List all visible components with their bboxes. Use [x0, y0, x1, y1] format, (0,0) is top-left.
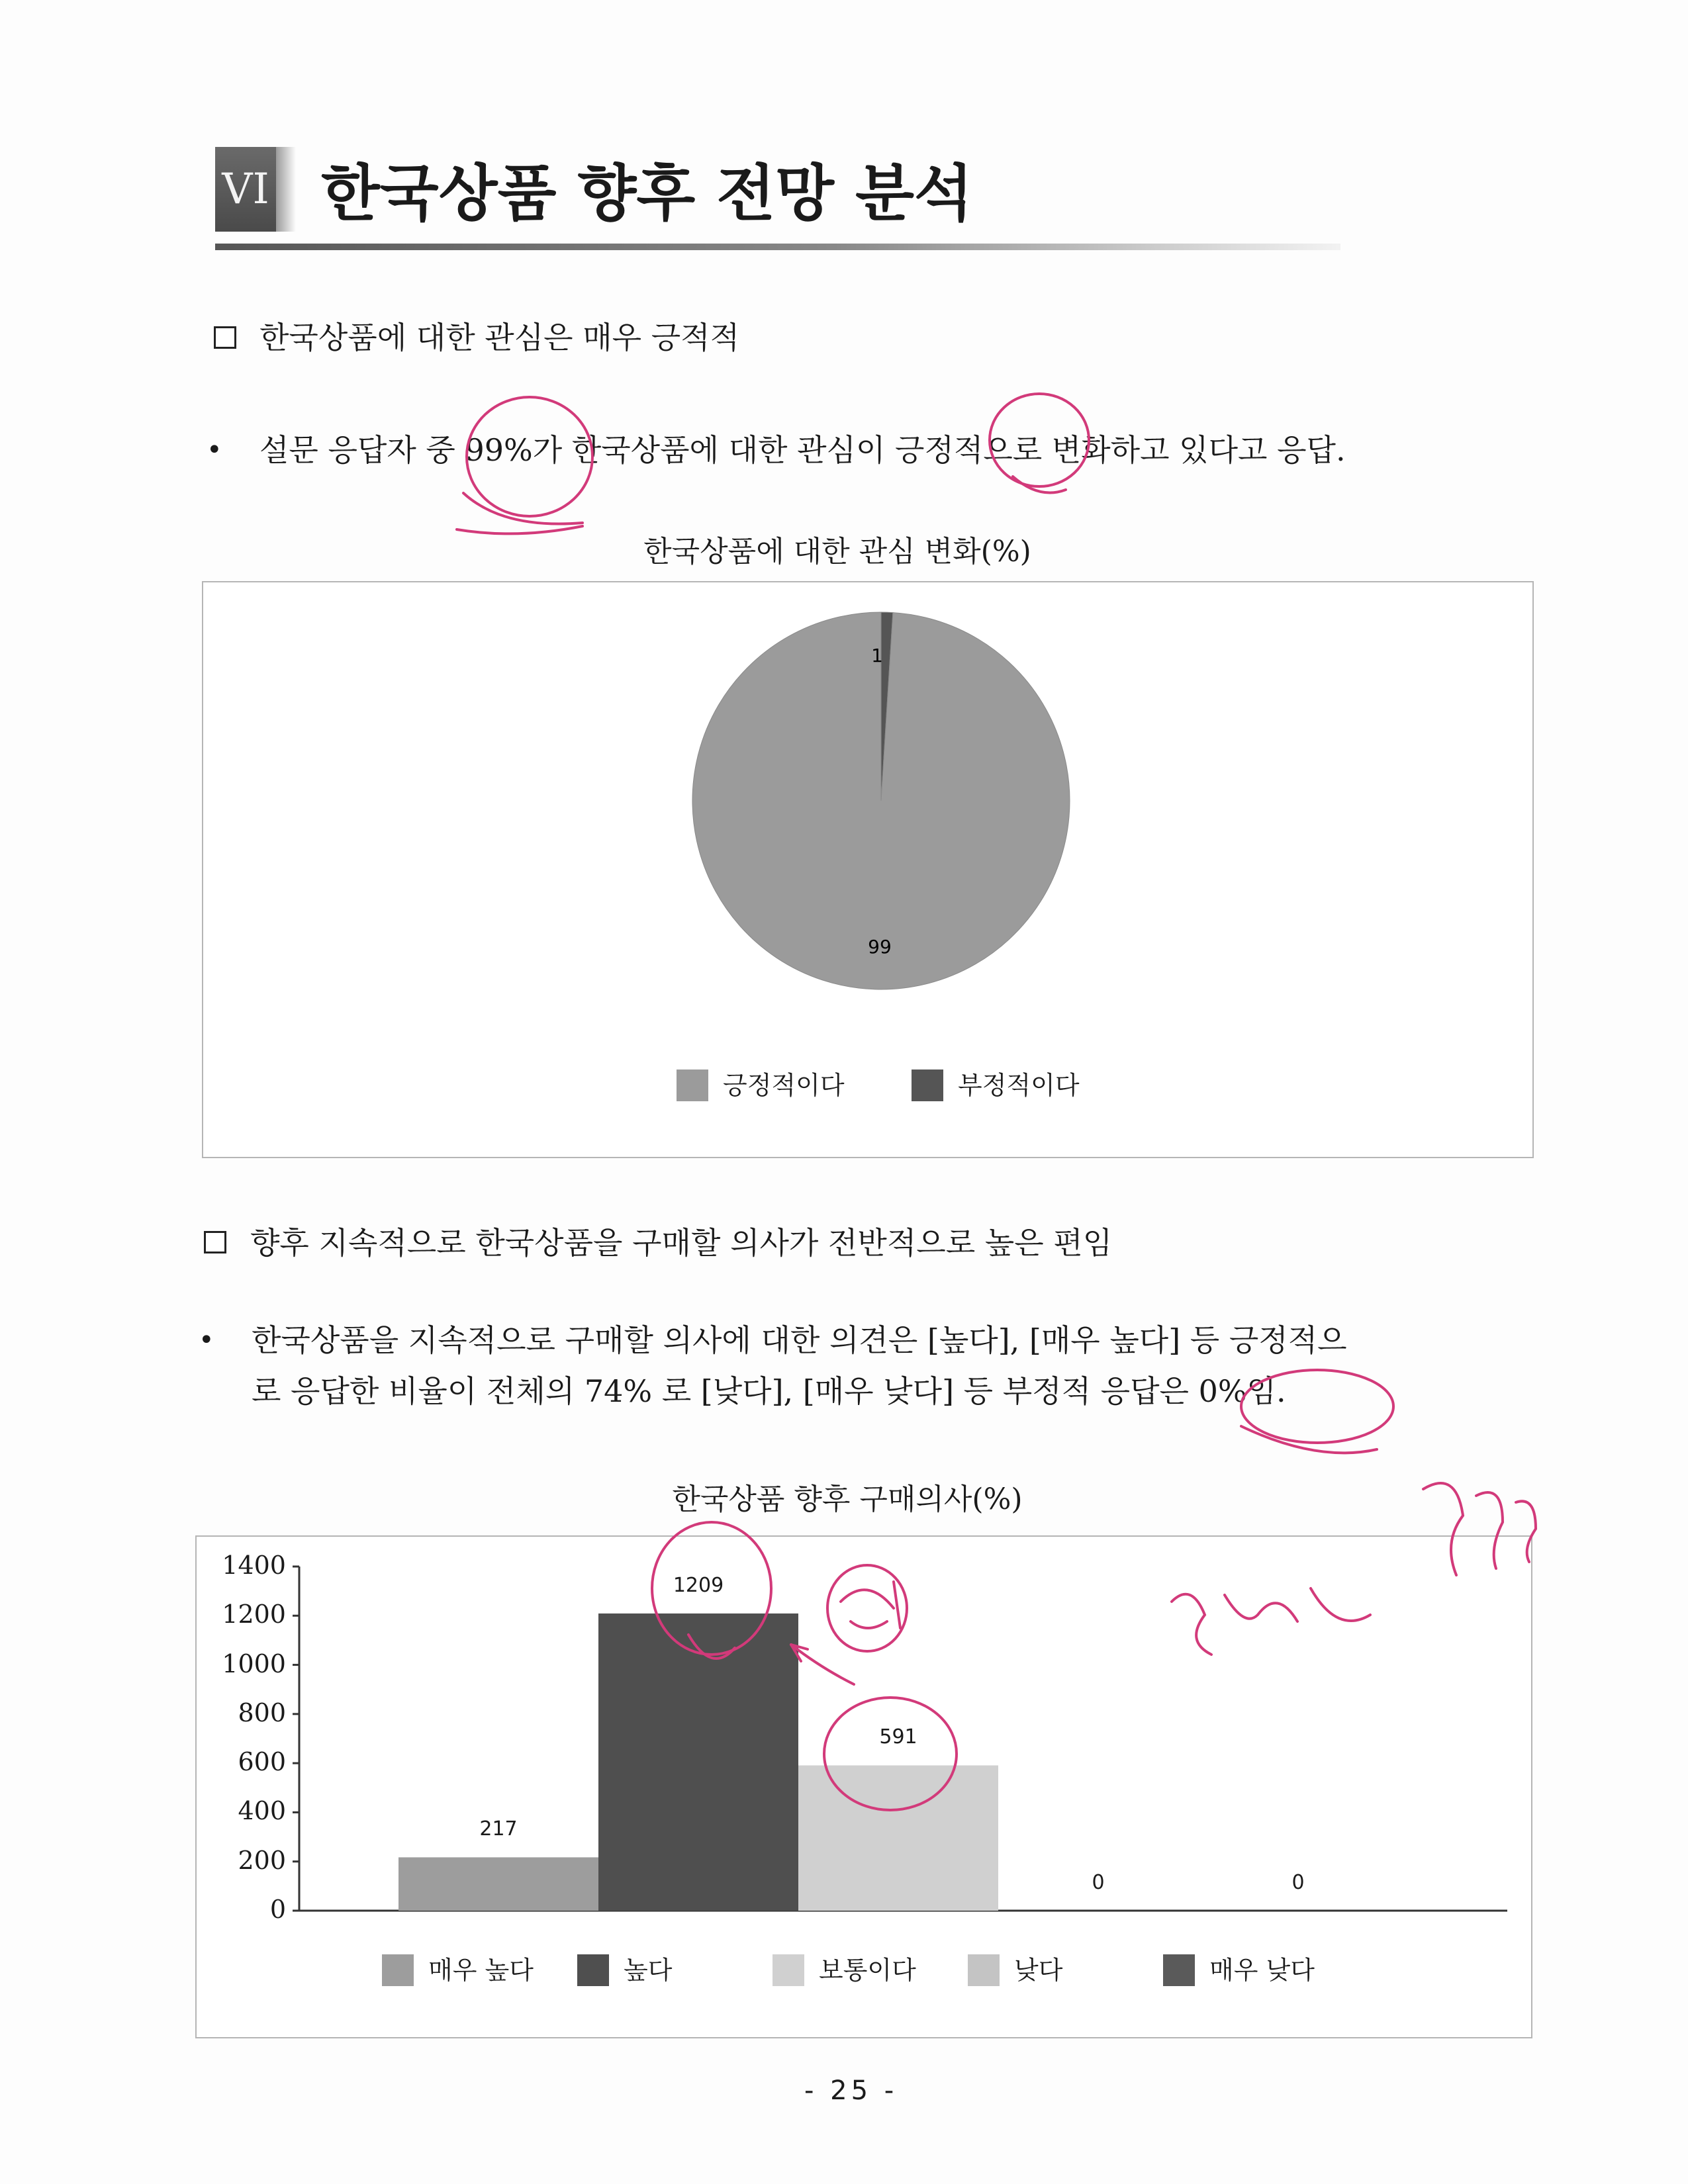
pie-legend-positive	[677, 1069, 845, 1102]
bar-chart-title: 한국상품 향후 구매의사(%)	[672, 1482, 1023, 1516]
bullet-marker: •	[199, 1325, 214, 1355]
legend-swatch	[677, 1069, 708, 1101]
pie-slice-positive	[692, 612, 1070, 989]
bar-0	[399, 1857, 598, 1911]
bar-legend-item	[773, 1954, 916, 1987]
annotation-stroke	[463, 493, 583, 524]
y-tick-label: 1400	[222, 1551, 286, 1580]
y-tick-label: 1000	[222, 1649, 286, 1678]
pie-chart-frame	[202, 581, 1534, 1158]
bar-2	[798, 1765, 998, 1911]
legend-swatch	[382, 1954, 414, 1986]
legend-label: 보통이다	[819, 1956, 916, 1985]
legend-label: 높다	[624, 1956, 673, 1985]
pie-chart-title: 한국상품에 대한 관심 변화(%)	[643, 535, 1031, 569]
section-number-badge: VI	[215, 147, 276, 232]
y-tick-label: 200	[238, 1845, 286, 1875]
bar-1	[598, 1614, 798, 1911]
bar-legend-item	[577, 1954, 672, 1987]
legend-swatch	[1163, 1954, 1195, 1986]
annotation-stroke	[457, 526, 583, 533]
bar-data-label: 1209	[673, 1573, 724, 1597]
page-number: - 25 -	[804, 2075, 898, 2106]
y-tick-label: 1200	[222, 1600, 286, 1629]
section2-heading: 향후 지속적으로 한국상품을 구매할 의사가 전반적으로 높은 편임	[250, 1225, 1113, 1261]
y-tick-label: 600	[238, 1747, 286, 1777]
annotation-stroke	[1013, 477, 1066, 493]
legend-swatch	[912, 1069, 943, 1101]
legend-swatch	[773, 1954, 804, 1986]
annotation-stroke	[1241, 1426, 1377, 1453]
bar-data-label: 591	[879, 1725, 917, 1749]
section2-checkbox	[204, 1231, 226, 1253]
section2-bullet-line1: 한국상품을 지속적으로 구매할 의사에 대한 의견은 [높다], [매우 높다] 등 긍정적으	[252, 1322, 1347, 1358]
legend-swatch	[577, 1954, 609, 1986]
section1-bullet-text: 설문 응답자 중 99%가 한국상품에 대한 관심이 긍정적으로 변화하고 있다고 응답.	[259, 432, 1346, 468]
bar-legend-item	[382, 1954, 534, 1987]
pie-data-label-positive: 99	[868, 936, 892, 958]
badge-decoration	[276, 147, 296, 232]
pie-chart	[203, 582, 1535, 1160]
y-tick-label: 400	[238, 1796, 286, 1826]
bar-data-label: 0	[1291, 1871, 1305, 1894]
bullet-marker: •	[207, 435, 222, 465]
bar-legend-item	[1163, 1954, 1315, 1987]
bar-legend-item	[968, 1954, 1062, 1987]
legend-label: 낮다	[1014, 1956, 1063, 1985]
pie-data-label-negative: 1	[871, 645, 883, 666]
y-tick-label: 0	[269, 1895, 286, 1924]
legend-label: 긍정적이다	[723, 1071, 845, 1100]
title-divider	[215, 244, 1340, 250]
bar-data-label: 0	[1092, 1871, 1105, 1894]
bar-data-label: 217	[479, 1817, 518, 1841]
legend-swatch	[968, 1954, 1000, 1986]
page-title: 한국상품 향후 전망 분석	[321, 158, 973, 229]
legend-label: 부정적이다	[958, 1071, 1080, 1100]
y-tick-label: 800	[238, 1698, 286, 1727]
section1-checkbox	[214, 326, 236, 349]
pie-legend-negative	[912, 1069, 1080, 1102]
section1-heading: 한국상품에 대한 관심은 매우 긍적적	[259, 320, 740, 355]
legend-label: 매우 높다	[428, 1956, 534, 1985]
section2-bullet-line2: 로 응답한 비율이 전체의 74% 로 [낮다], [매우 낮다] 등 부정적 응답은 0%임.	[252, 1373, 1286, 1409]
legend-label: 매우 낮다	[1209, 1956, 1315, 1985]
bar-chart-frame	[195, 1535, 1532, 2038]
